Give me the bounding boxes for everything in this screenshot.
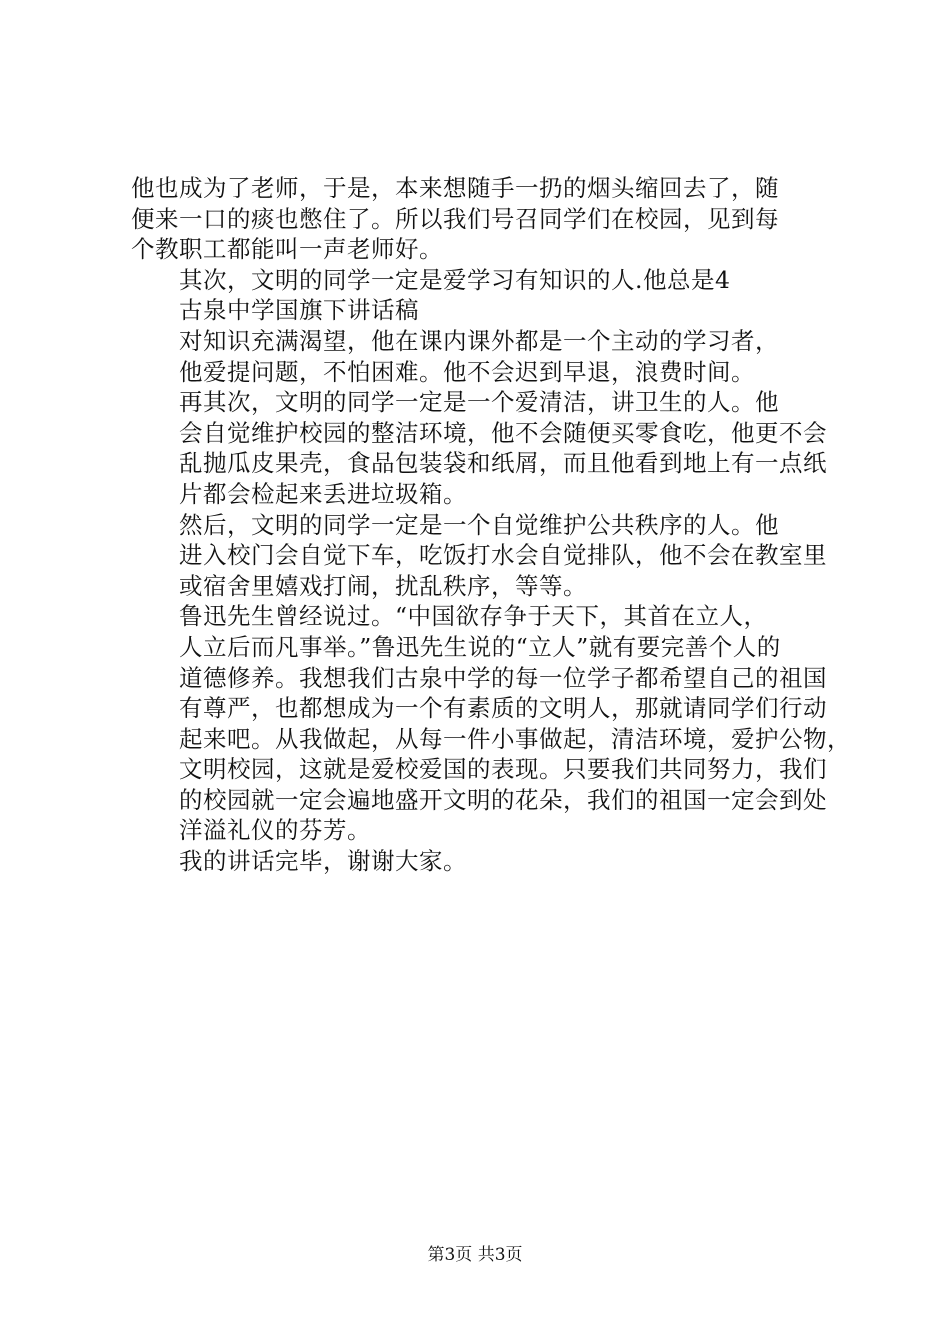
text-line: 他也成为了老师，于是，本来想随手一扔的烟头缩回去了，随 [131, 174, 779, 202]
page-number-footer: 第3页 共3页 [427, 1245, 523, 1265]
text-line: 的校园就一定会遍地盛开文明的花朵，我们的祖国一定会到处 [179, 785, 827, 814]
text-line: 鲁迅先生曾经说过。“中国欲存争于天下，其首在立人， [179, 602, 768, 631]
paragraph-5 [131, 387, 831, 509]
text-line: 洋溢礼仪的芬芳。 [179, 816, 371, 845]
text-line: 乱抛瓜皮果壳，食品包装袋和纸屑，而且他看到地上有一点纸 [179, 449, 827, 478]
text-line: 文明校园，这就是爱校爱国的表现。只要我们共同努力，我们 [179, 755, 827, 784]
text-line: 进入校门会自觉下车，吃饭打水会自觉排队，他不会在教室里 [179, 541, 827, 570]
text-line: 便来一口的痰也憋住了。所以我们号召同学们在校园，见到每 [131, 204, 779, 233]
text-line: 片都会检起来丢进垃圾箱。 [179, 479, 467, 508]
paragraph-1 [131, 173, 831, 265]
text-line: 然后，文明的同学一定是一个自觉维护公共秩序的人。他 [179, 510, 779, 539]
paragraph-4 [131, 326, 831, 387]
paragraph-2 [131, 265, 831, 296]
text-line: 会自觉维护校园的整洁环境，他不会随便买零食吃，他更不会 [179, 418, 827, 447]
paragraph-heading-title [131, 295, 831, 326]
text-line: 或宿舍里嬉戏打闹，扰乱秩序，等等。 [179, 571, 587, 600]
text-line: 起来吧。从我做起，从每一件小事做起，清洁环境，爱护公物， [179, 724, 851, 753]
paragraph-7 [131, 601, 851, 846]
text-line: 古泉中学国旗下讲话稿 [179, 296, 419, 325]
text-line: 有尊严，也都想成为一个有素质的文明人，那就请同学们行动 [179, 694, 827, 723]
document-body [131, 173, 851, 877]
paragraph-6 [131, 510, 831, 602]
text-line: 对知识充满渴望，他在课内课外都是一个主动的学习者， [179, 326, 779, 355]
text-line: 再其次，文明的同学一定是一个爱清洁，讲卫生的人。他 [179, 388, 779, 417]
text-line: 道德修养。我想我们古泉中学的每一位学子都希望自己的祖国 [179, 663, 827, 692]
text-line: 我的讲话完毕，谢谢大家。 [179, 847, 467, 876]
text-line: 个教职工都能叫一声老师好。 [131, 235, 443, 264]
text-line: 他爱提问题，不怕困难。他不会迟到早退，浪费时间。 [179, 357, 755, 386]
paragraph-closing [131, 846, 831, 877]
text-line: 其次，文明的同学一定是爱学习有知识的人.他总是4 [179, 265, 731, 294]
text-line: 人立后而凡事举。”鲁迅先生说的“立人”就有要完善个人的 [179, 632, 781, 661]
